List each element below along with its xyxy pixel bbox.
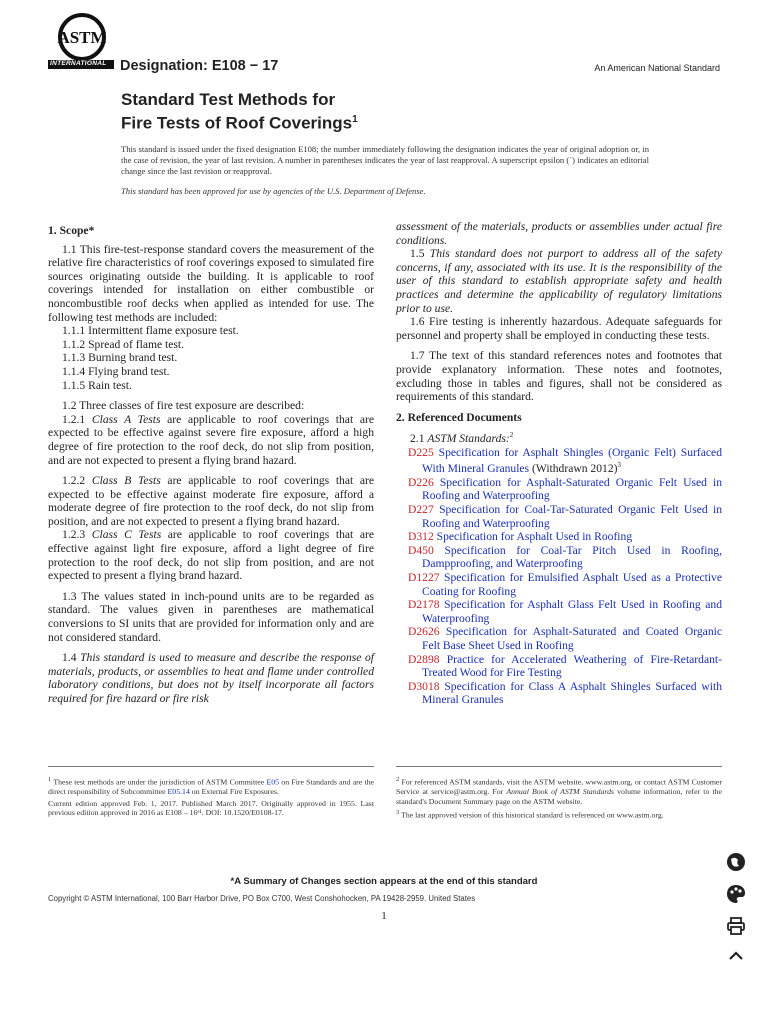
reference-list [396,446,722,707]
summary-note: *A Summary of Changes section appears at the end of this standard [230,876,538,887]
para-1-2: 1.2 Three classes of fire test exposure are described: [62,399,305,413]
logo-subtext: INTERNATIONAL [50,60,107,67]
para-1-5: 1.5 This standard does not purport to address all of the safety concerns, if any, associated with its use. It is the responsibility of the user of this standard to establish appropriate safety and health practices and determine the applicability of regulatory limitations prior to use. [396,247,722,315]
astm-standards-label: 2.1 ASTM Standards:$^2$ [410,431,514,446]
reference-item[interactable]: D225 Specification for Asphalt Shingles (Organic Felt) Surfaced With Mineral Granules (Withdrawn 2012)$^3$ [408,445,722,476]
para-1-2-3: 1.2.3 Class C Tests are applicable to roof coverings that are effective against light fire exposure, afford a light degree of fire protection to the roof deck, do not slip from position, and are not expected to present a flying brand hazard. [48,528,374,583]
issuance-note: This standard is issued under the fixed designation E108; the number immediately following the designation indicates the year of original adoption or, in the case of revision, the year of last revision. A number in parentheses indicates the year of last reapproval. A superscript epsilon (´) indicates an editorial change since the last revision or reapproval. [121,144,649,176]
dod-approval-note: This standard has been approved for use by agencies of the U.S. Department of Defense. [121,186,426,196]
para-1-6: 1.6 Fire testing is inherently hazardous. Adequate safeguards for personnel and property shall be employed in conducting these tests. [396,315,722,342]
chevron-up-icon[interactable] [724,944,748,968]
footnote-edition: Current edition approved Feb. 1, 2017. Published March 2017. Originally approved in 1955. Last previous edition approved in 2016 as E108 – 16ᵉ¹. DOI: 10.1520/E0108-17. [48,798,374,818]
left-column [48,220,374,706]
para-1-2-2: 1.2.2 Class B Tests are applicable to roof coverings that are expected to be effective against moderate fire exposure, afford a moderate degree of fire protection to the roof deck, do not slip from position, and are not expected to present a flying brand hazard. [48,474,375,528]
globe-icon[interactable] [724,850,748,874]
para-1-4-continued: assessment of the materials, products or assemblies under actual fire conditions. [396,220,722,247]
footnotes-right [396,766,722,823]
designation: Designation: E108 − 17 [120,58,279,74]
palette-icon[interactable] [724,882,748,906]
footnote-2: $^2$ For referenced ASTM standards, visit the ASTM website, www.astm.org, or contact ASTM Customer Service at service@astm.org. For Annual Book of ASTM Standards volume information, refer to the standard's Document Summary page on the ASTM website. [396,776,722,806]
reference-item[interactable]: D2178 Specification for Asphalt Glass Felt Used in Roofing and Waterproofing [408,598,722,625]
reference-item[interactable]: D227 Specification for Coal-Tar-Saturated Organic Felt Used in Roofing and Waterproofing [408,503,722,530]
title-line-2: Fire Tests of Roof Coverings [121,113,353,133]
list-item: 1.1.3 Burning brand test. [62,351,178,365]
title-footnote-ref: 1 [352,114,358,125]
reference-item[interactable]: D226 Specification for Asphalt-Saturated Organic Felt Used in Roofing and Waterproofing [408,475,722,503]
list-item: 1.1.1 Intermittent flame exposure test. [62,324,239,338]
link-e05-14[interactable]: E05.14 [167,787,190,797]
page-number: 1 [381,910,387,922]
para-1-3: 1.3 The values stated in inch-pound units are to be regarded as standard. The values given in parentheses are mathematical conversions to SI units that are provided for information only and are not considered standard. [48,589,374,644]
astm-logo [46,10,116,72]
reference-item[interactable]: D3018 Specification for Class A Asphalt Shingles Surfaced with Mineral Granules [408,679,722,707]
para-1-1: 1.1 This fire-test-response standard covers the measurement of the relative fire characteristics of roof coverings exposed to simulated fire sources originating outside the building. It is applicable to roof coverings intended for installation on either combustible or noncombustible roof decks when applied as intended for use. The following test methods are included: [48,242,374,324]
scope-heading: 1. Scope* [48,224,95,237]
para-1-4: 1.4 This standard is used to measure and describe the response of materials, products, or assemblies to heat and flame under controlled laboratory conditions, but does not by itself incorporate all factors required for fire hazard or fire risk [48,651,374,705]
footnote-1: $^1$ These test methods are under the jurisdiction of ASTM Committee E05 on Fire Standards and are the direct responsibility of Subcommittee E05.14 on External Fire Exposures. [48,776,374,797]
copyright: Copyright © ASTM International, 100 Barr Harbor Drive, PO Box C700, West Conshohocken, PA 19428-2959. United States [48,894,476,903]
reference-item[interactable]: D2898 Practice for Accelerated Weathering of Fire-Retardant-Treated Wood for Fire Testing [408,652,722,680]
footnote-3: $^3$ The last approved version of this historical standard is referenced on www.astm.org. [396,809,664,820]
title-line-1: Standard Test Methods for [121,90,336,109]
reference-item[interactable]: D312 Specification for Asphalt Used in Roofing [408,530,633,544]
reference-item[interactable]: D2626 Specification for Asphalt-Saturated and Coated Organic Felt Base Sheet Used in Roofing [408,625,722,652]
page-title [121,90,358,134]
refdocs-heading: 2. Referenced Documents [396,410,522,424]
para-1-2-1: 1.2.1 Class A Tests are applicable to roof coverings that are expected to be effective against severe fire exposure, afford a high degree of fire protection to the roof deck, do not slip from position, and are not expected to present a flying brand hazard. [48,412,374,467]
right-column [396,220,722,707]
footnotes-left [48,766,374,820]
list-item: 1.1.2 Spread of flame test. [62,337,185,351]
para-1-7: 1.7 The text of this standard references notes and footnotes that provide explanatory information. These notes and footnotes, excluding those in tables and figures, shall not be considered as requirements of this standard. [396,349,722,404]
reference-item[interactable]: D450 Specification for Coal-Tar Pitch Used in Roofing, Dampproofing, and Waterproofing [408,543,722,571]
reference-item[interactable]: D1227 Specification for Emulsified Asphalt Used as a Protective Coating for Roofing [408,570,722,598]
link-e05[interactable]: E05 [266,777,280,787]
list-item: 1.1.4 Flying brand test. [62,364,170,378]
standard-type: An American National Standard [594,63,720,73]
print-icon[interactable] [724,914,748,938]
svg-text:ASTM: ASTM [57,28,107,47]
list-item: 1.1.5 Rain test. [62,378,132,392]
